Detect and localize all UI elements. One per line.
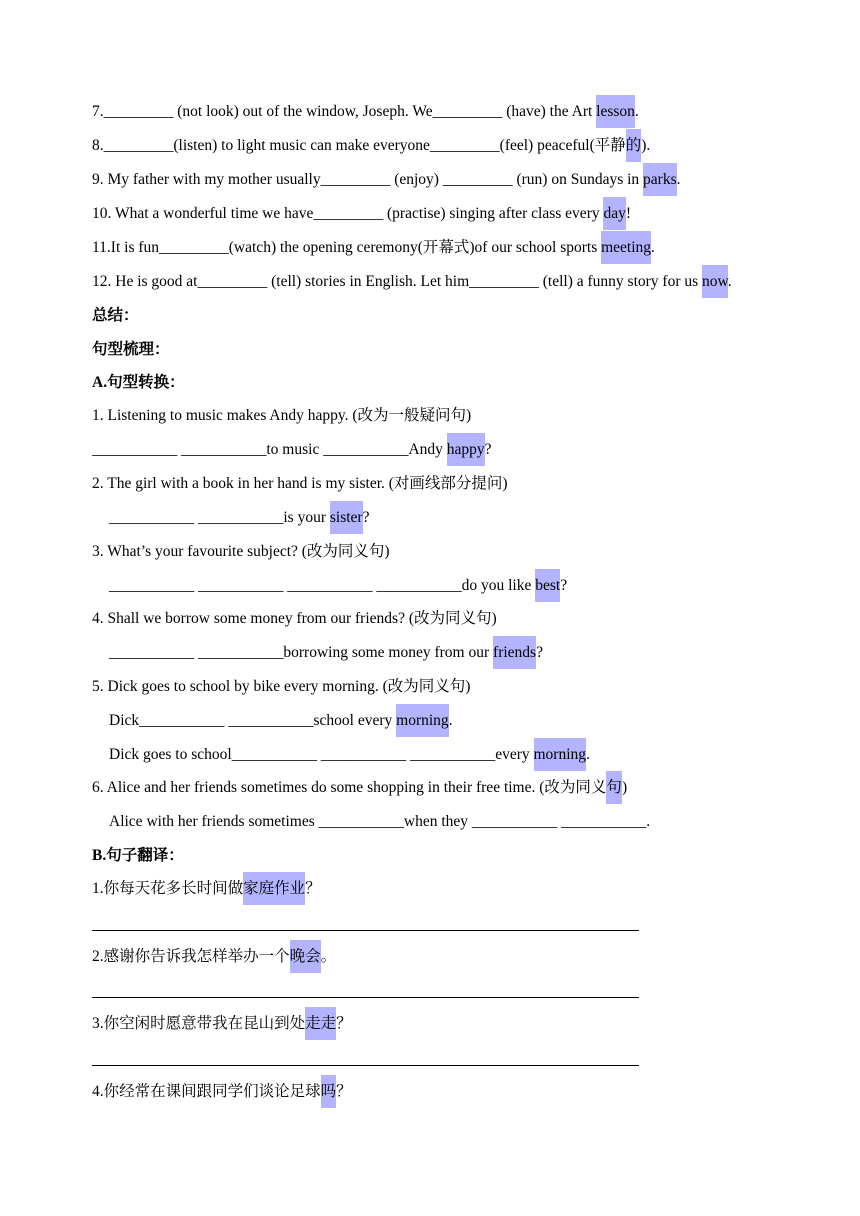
summary-heading: 总结： [92, 307, 139, 324]
exercise-10: 10. What a wonderful time we have_________ (practise) singing after class every day! [92, 204, 631, 224]
transform-answer-5b: Dick goes to school___________ ___________ ___________every morning. [109, 745, 590, 765]
exercise-9: 9. My father with my mother usually_________ (enjoy) _________ (run) on Sundays in parks. [92, 170, 681, 190]
answer-line-3 [92, 1065, 639, 1066]
translate-question-4: 4.你经常在课间跟同学们谈论足球吗？ [92, 1082, 352, 1102]
transform-question-2: 2. The girl with a book in her hand is my sister. (对画线部分提问) [92, 475, 508, 492]
exercise-8: 8._________(listen) to light music can make everyone_________(feel) peaceful(平静的). [92, 136, 650, 156]
exercise-12: 12. He is good at_________ (tell) stories in English. Let him_________ (tell) a funny story for us now. [92, 272, 732, 292]
transform-question-6: 6. Alice and her friends sometimes do some shopping in their free time. (改为同义句) [92, 778, 627, 798]
transform-question-1: 1. Listening to music makes Andy happy. (改为一般疑问句) [92, 407, 472, 424]
translate-question-1: 1.你每天花多长时间做家庭作业？ [92, 879, 321, 899]
section-a-heading: A.句型转换： [92, 374, 185, 391]
exercise-11: 11.It is fun_________(watch) the opening ceremony(开幕式)of our school sports meeting. [92, 238, 655, 258]
transform-answer-4: ___________ ___________borrowing some money from our friends? [109, 643, 543, 663]
transform-answer-3: ___________ ___________ ___________ ___________do you like best? [109, 576, 567, 596]
section-b-heading: B.句子翻译： [92, 847, 184, 864]
patterns-heading: 句型梳理： [92, 341, 170, 358]
translate-question-2: 2.感谢你告诉我怎样举办一个晚会。 [92, 947, 336, 967]
transform-question-5: 5. Dick goes to school by bike every morning. (改为同义句) [92, 678, 471, 695]
transform-answer-1: ___________ ___________to music ___________Andy happy? [92, 440, 492, 460]
transform-answer-2: ___________ ___________is your sister? [109, 508, 369, 528]
answer-line-2 [92, 997, 639, 998]
answer-line-1 [92, 930, 639, 931]
transform-answer-5a: Dick___________ ___________school every morning. [109, 711, 453, 731]
exercise-7: 7._________ (not look) out of the window, Joseph. We_________ (have) the Art lesson. [92, 102, 639, 122]
transform-answer-6: Alice with her friends sometimes ___________when they ___________ ___________. [109, 813, 651, 830]
transform-question-4: 4. Shall we borrow some money from our friends? (改为同义句) [92, 610, 497, 627]
translate-question-3: 3.你空闲时愿意带我在昆山到处走走？ [92, 1014, 352, 1034]
transform-question-3: 3. What’s your favourite subject? (改为同义句) [92, 543, 390, 560]
